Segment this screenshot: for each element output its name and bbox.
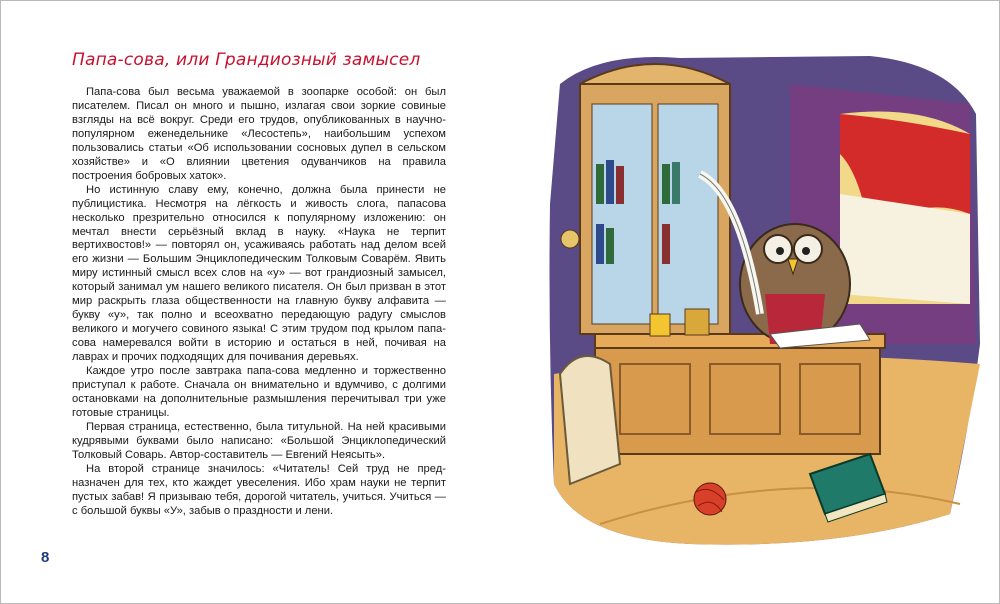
paragraph: Папа-сова был весьма уважаемой в зоопарке особой: он был писателем. Писал он много и пышно, излагая свои зоркие совиные взгляды на всё вокруг. Среди его трудов, опубликованных в научно-популярном еженедельнике «Лесостепь», наибольшим успехом пользовались статьи «Об использовании сосновых дупел в сельском хозяйстве» и «О влиянии цветения одуванчиков на правила построения бобровых хаток». [72, 86, 446, 182]
armchair [560, 356, 620, 484]
body-text [72, 86, 446, 519]
paragraph: Каждое утро после завтрака папа-сова медленно и торжественно приступал к работе. Сначала он внимательно и вдумчиво, с долгими остановками на дополнительные размышления перечитывал три уже готовые страницы. [72, 365, 446, 419]
desk [595, 344, 880, 454]
owl-writer-illustration [540, 44, 988, 556]
paragraph: Первая страница, естественно, была титульной. На ней красивыми кудрявыми буквами было написано: «Большой Энциклопедический Толковый Соварь. Автор-составитель — Евгений Неясыть». [72, 420, 446, 461]
paragraph: На второй странице значилось: «Читатель! Сей труд не предназначен для тех, кто жаждет увеселения. Ибо храм науки не терпит пустых забав! Я призываю тебя, дорогой читатель, учиться. Учиться — с большой буквы «У», забыв о праздности и лени. [72, 462, 446, 517]
page-number: 8 [41, 549, 50, 566]
paragraph: Но истинную славу ему, конечно, должна была принести не публицистика. Несмотря на лёгкость и живость слога, папасова несколько презрительно относился к популярному изложению: он мечтал внести серьёзный вклад в науку. «Наука не терпит вертихвостов!» — повторял он, усаживаясь работать над делом всей его жизни — Большим Энциклопедическим Толковым Соварём. Явить миру истинный смысл всех слов на «у» — вот грандиозный замысел, который занимал ум нашего великого писателя. Он был призван в этот мир раскрыть глаза общественности на главную букву алфавита — букву «у», так полно и всеохватно передающую радугу смыслов великого и могучего совиного языка! С этим трудом под крылом папа-сова намеревался войти в историю и остаться в ней, почивая на лаврах и прочих подходящих для почивания деревьях. [72, 183, 446, 364]
chapter-title: Папа-сова, или Грандиозный замысел [72, 50, 421, 70]
barometer [561, 230, 579, 248]
inkwell [650, 314, 670, 336]
